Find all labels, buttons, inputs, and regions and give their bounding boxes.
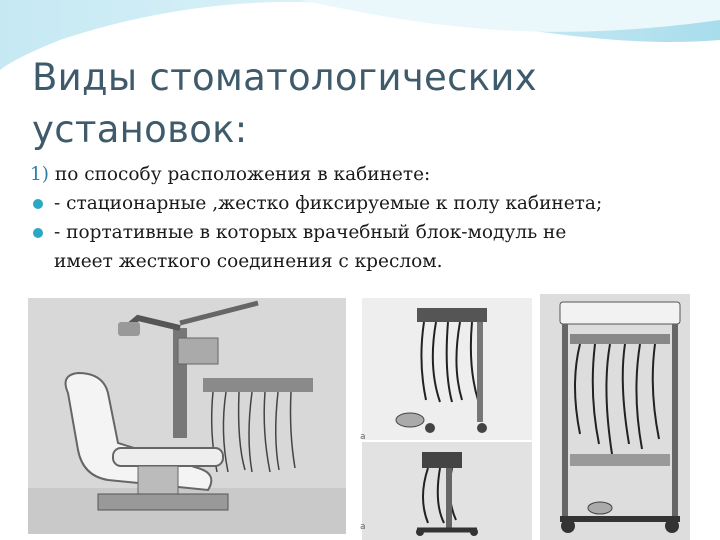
portable-unit-bottom-photo — [362, 442, 532, 540]
portable-unit-top-photo — [362, 298, 532, 440]
title-line-1: Виды стоматологических — [32, 56, 537, 99]
bullet-stationary-text: - стационарные ,жестко фиксируемые к полу кабинета; — [54, 193, 603, 214]
intro-text: по способу расположения в кабинете: — [49, 164, 431, 185]
intro-number: 1) — [30, 164, 49, 185]
photo-label-a: a — [360, 432, 366, 442]
bullet-portable — [30, 218, 710, 247]
bullet-portable-continuation — [30, 247, 710, 276]
slide-title — [32, 52, 632, 156]
bullet-stationary — [30, 189, 710, 218]
bullet-portable-line1: - портативные в которых врачебный блок-модуль не — [54, 222, 567, 243]
bullet-portable-line2: имеет жесткого соединения с креслом. — [54, 251, 443, 272]
bullet-dot-icon — [33, 199, 43, 209]
intro-line — [30, 160, 710, 189]
stationary-dental-unit-photo — [28, 298, 346, 534]
title-line-2: установок: — [32, 108, 248, 151]
slide-body — [30, 160, 710, 276]
portable-cart-unit-photo — [540, 294, 690, 540]
bullet-dot-icon — [33, 228, 43, 238]
photo-label-b: a — [360, 522, 366, 532]
